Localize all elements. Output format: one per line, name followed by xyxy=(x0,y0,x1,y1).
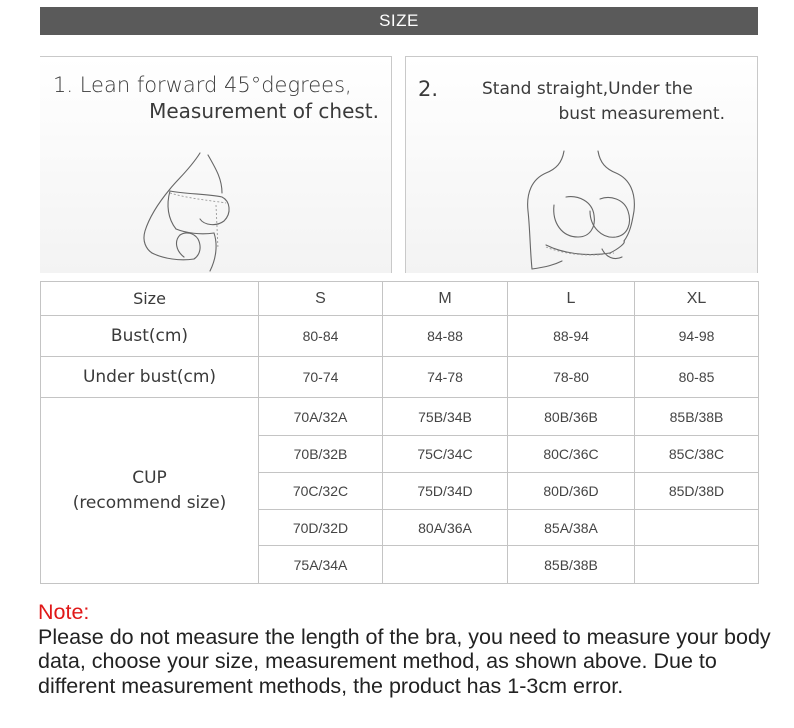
measurement-step-1-panel xyxy=(40,56,392,273)
cup-cell: 75C/34C xyxy=(383,436,508,473)
under-bust-row-label: Under bust(cm) xyxy=(41,357,259,398)
bust-row-label: Bust(cm) xyxy=(41,316,259,357)
cup-cell: 80B/36B xyxy=(508,398,635,436)
stand-straight-figure-illustration xyxy=(506,149,656,274)
size-header-title: SIZE xyxy=(379,11,419,30)
bust-m-value: 84-88 xyxy=(383,316,508,357)
under-bust-s-value: 70-74 xyxy=(259,357,383,398)
cup-cell: 75A/34A xyxy=(259,546,383,584)
cup-cell: 85D/38D xyxy=(635,473,759,510)
cup-label-subtitle: (recommend size) xyxy=(72,492,227,513)
cup-cell: 75B/34B xyxy=(383,398,508,436)
lean-forward-figure-illustration xyxy=(130,149,260,274)
cup-cell: 85B/38B xyxy=(635,398,759,436)
size-header-bar xyxy=(40,7,758,35)
step-2-number: 2. xyxy=(418,77,439,101)
cup-cell xyxy=(635,546,759,584)
bust-row xyxy=(41,316,759,357)
bust-s-value: 80-84 xyxy=(259,316,383,357)
under-bust-xl-value: 80-85 xyxy=(635,357,759,398)
cup-cell xyxy=(383,546,508,584)
measurement-step-2-panel xyxy=(405,56,758,273)
size-l-header: L xyxy=(508,282,635,316)
size-column-label: Size xyxy=(41,282,259,316)
cup-row-label xyxy=(41,398,259,584)
note-body: Please do not measure the length of the bra, you need to measure your body data, choose your size, measurement method, as shown above. Due to different measurement methods, the product has 1-3cm error. xyxy=(38,624,771,698)
step-2-title: Stand straight,Under the xyxy=(482,79,693,99)
bust-xl-value: 94-98 xyxy=(635,316,759,357)
size-xl-header: XL xyxy=(635,282,759,316)
cup-cell: 70A/32A xyxy=(259,398,383,436)
measurement-note xyxy=(38,600,778,698)
size-m-header: M xyxy=(383,282,508,316)
step-1-title: 1. Lean forward 45°degrees, xyxy=(53,73,352,97)
cup-cell: 80D/36D xyxy=(508,473,635,510)
note-title: Note: xyxy=(38,600,90,624)
under-bust-l-value: 78-80 xyxy=(508,357,635,398)
cup-row-1 xyxy=(41,398,759,436)
size-chart-table xyxy=(40,281,759,584)
step-2-subtitle: bust measurement. xyxy=(558,104,725,124)
cup-cell: 75D/34D xyxy=(383,473,508,510)
under-bust-m-value: 74-78 xyxy=(383,357,508,398)
cup-cell: 85A/38A xyxy=(508,510,635,546)
cup-cell: 85B/38B xyxy=(508,546,635,584)
cup-cell: 70D/32D xyxy=(259,510,383,546)
cup-cell: 80C/36C xyxy=(508,436,635,473)
step-1-subtitle: Measurement of chest. xyxy=(149,99,379,123)
cup-cell xyxy=(635,510,759,546)
size-s-header: S xyxy=(259,282,383,316)
cup-cell: 85C/38C xyxy=(635,436,759,473)
cup-cell: 80A/36A xyxy=(383,510,508,546)
under-bust-row xyxy=(41,357,759,398)
bust-l-value: 88-94 xyxy=(508,316,635,357)
cup-cell: 70B/32B xyxy=(259,436,383,473)
table-header-row xyxy=(41,282,759,316)
cup-label-title: CUP xyxy=(132,467,167,488)
cup-cell: 70C/32C xyxy=(259,473,383,510)
